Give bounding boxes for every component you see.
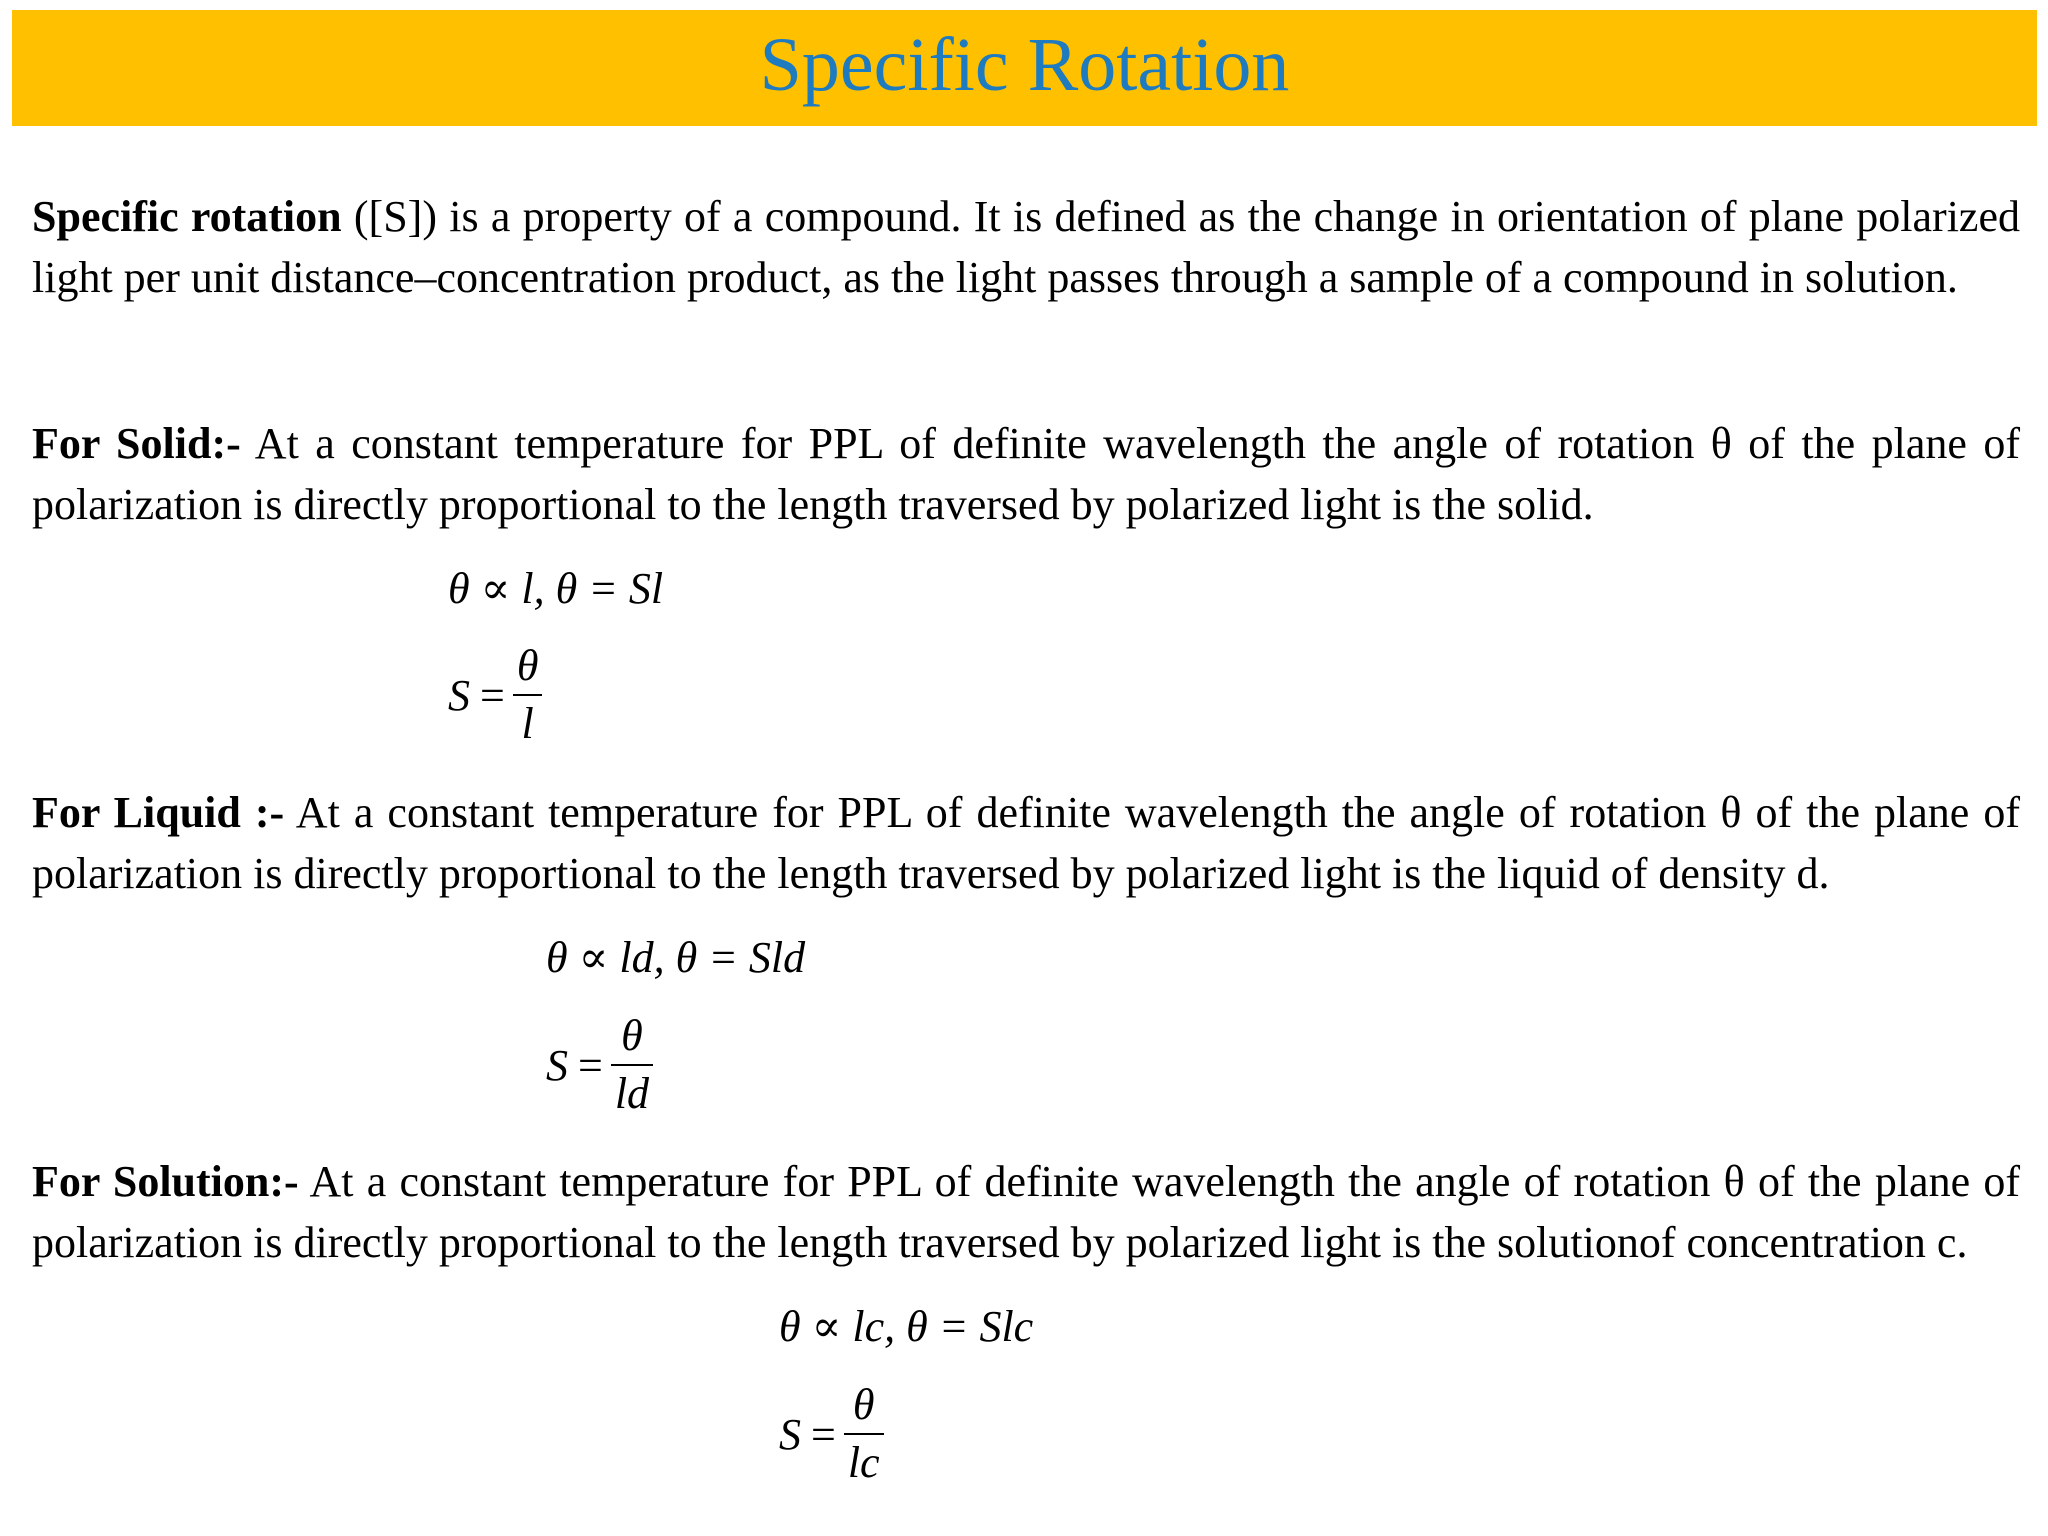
solid-fraction-body <box>513 638 543 752</box>
solution-fraction-equals: = <box>811 1409 836 1459</box>
solution-text: At a constant temperature for PPL of definite wavelength the angle of rotation θ of the plane of polarization is directly proportional to the length traversed by polarized light is the solutionof concentration c. <box>32 1157 2020 1267</box>
liquid-fraction-denominator: ld <box>614 1069 650 1118</box>
liquid-fraction-equals: = <box>578 1040 603 1090</box>
solution-paragraph <box>32 1151 2020 1273</box>
solid-fraction-lhs: S <box>448 670 470 720</box>
solid-equation: θ ∝ l, θ = Sl <box>448 564 664 613</box>
solution-label: For Solution:- <box>32 1157 299 1206</box>
solid-fraction-numerator: θ <box>516 641 539 690</box>
solid-fraction-equals: = <box>480 670 505 720</box>
solution-fraction <box>779 1377 884 1491</box>
solution-fraction-denominator: lc <box>847 1438 880 1487</box>
intro-paragraph <box>32 186 2020 308</box>
solid-paragraph <box>32 413 2020 535</box>
liquid-text: At a constant temperature for PPL of definite wavelength the angle of rotation θ of the plane of polarization is directly proportional to the length traversed by polarized light is the liquid of density d. <box>32 788 2020 898</box>
liquid-fraction-numerator: θ <box>621 1011 643 1060</box>
intro-term: Specific rotation <box>32 192 342 241</box>
solution-equation: θ ∝ lc, θ = Slc <box>779 1302 1034 1351</box>
solution-fraction-numerator: θ <box>852 1380 875 1429</box>
liquid-fraction <box>546 1008 653 1122</box>
solid-fraction <box>448 638 542 752</box>
solution-fraction-lhs: S <box>779 1409 801 1459</box>
solution-fraction-body <box>844 1377 884 1491</box>
solid-fraction-denominator: l <box>521 699 534 748</box>
liquid-fraction-lhs: S <box>546 1040 568 1090</box>
liquid-fraction-body <box>611 1008 653 1122</box>
liquid-label: For Liquid :- <box>32 788 285 837</box>
liquid-equation: θ ∝ ld, θ = Sld <box>546 933 806 982</box>
solid-text: At a constant temperature for PPL of definite wavelength the angle of rotation θ of the plane of polarization is directly proportional to the length traversed by polarized light is the solid. <box>32 419 2020 529</box>
title-bar <box>12 10 2037 126</box>
liquid-paragraph <box>32 782 2020 904</box>
solid-label: For Solid:- <box>32 419 241 468</box>
intro-text: ([S]) is a property of a compound. It is defined as the change in orientation of plane polarized light per unit distance–concentration product, as the light passes through a sample of a compound in solution. <box>32 192 2020 302</box>
page-title: Specific Rotation <box>759 23 1290 107</box>
